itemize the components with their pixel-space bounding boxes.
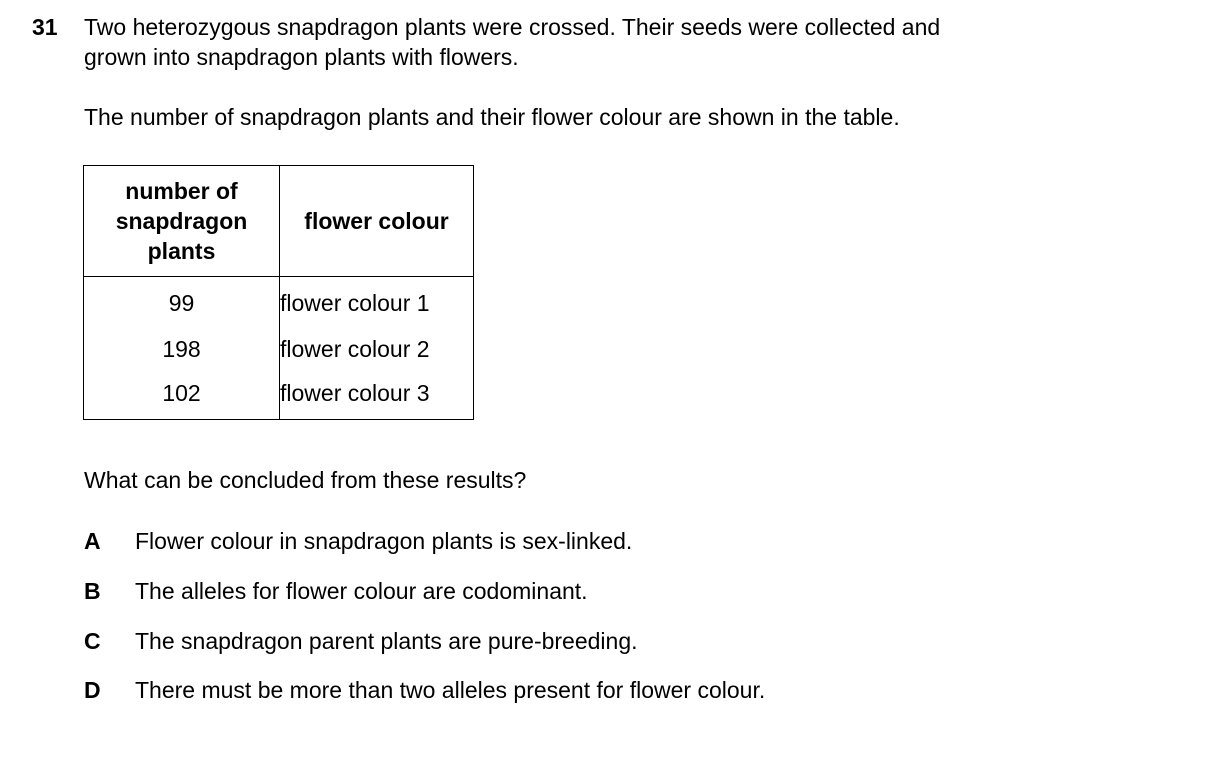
question-number: 31 xyxy=(32,14,58,40)
option-text: There must be more than two alleles present for flower colour. xyxy=(135,677,766,703)
table-intro: The number of snapdragon plants and their flower colour are shown in the table. xyxy=(84,104,900,130)
table-row xyxy=(84,277,474,327)
option-text: Flower colour in snapdragon plants is sex-linked. xyxy=(135,528,633,554)
table-header-row xyxy=(84,166,474,277)
option-d[interactable] xyxy=(84,675,765,705)
option-letter: D xyxy=(84,677,101,703)
cell-colour: flower colour 1 xyxy=(280,277,474,327)
option-c[interactable] xyxy=(84,626,638,656)
option-letter: B xyxy=(84,578,101,604)
option-text: The snapdragon parent plants are pure-breeding. xyxy=(135,628,638,654)
cell-colour: flower colour 3 xyxy=(280,373,474,420)
question-stem xyxy=(84,12,1084,72)
option-text: The alleles for flower colour are codominant. xyxy=(135,578,588,604)
header-number-line-2: snapdragon xyxy=(115,208,248,234)
header-flower-colour: flower colour xyxy=(280,166,474,277)
option-a[interactable] xyxy=(84,526,632,556)
results-table xyxy=(83,165,474,420)
table-row xyxy=(84,326,474,373)
header-number-line-3: plants xyxy=(147,238,216,264)
cell-number: 99 xyxy=(84,277,280,327)
stem-line-2: grown into snapdragon plants with flowers. xyxy=(84,44,519,70)
option-letter: C xyxy=(84,628,101,654)
cell-number: 198 xyxy=(84,326,280,373)
option-letter: A xyxy=(84,528,101,554)
stem-line-1: Two heterozygous snapdragon plants were crossed. Their seeds were collected and xyxy=(84,14,941,40)
cell-colour: flower colour 2 xyxy=(280,326,474,373)
option-b[interactable] xyxy=(84,576,588,606)
cell-number: 102 xyxy=(84,373,280,420)
table-row xyxy=(84,373,474,420)
header-number-line-1: number of xyxy=(125,178,238,204)
header-number-of-plants xyxy=(84,166,280,277)
question-prompt: What can be concluded from these results? xyxy=(84,467,527,493)
